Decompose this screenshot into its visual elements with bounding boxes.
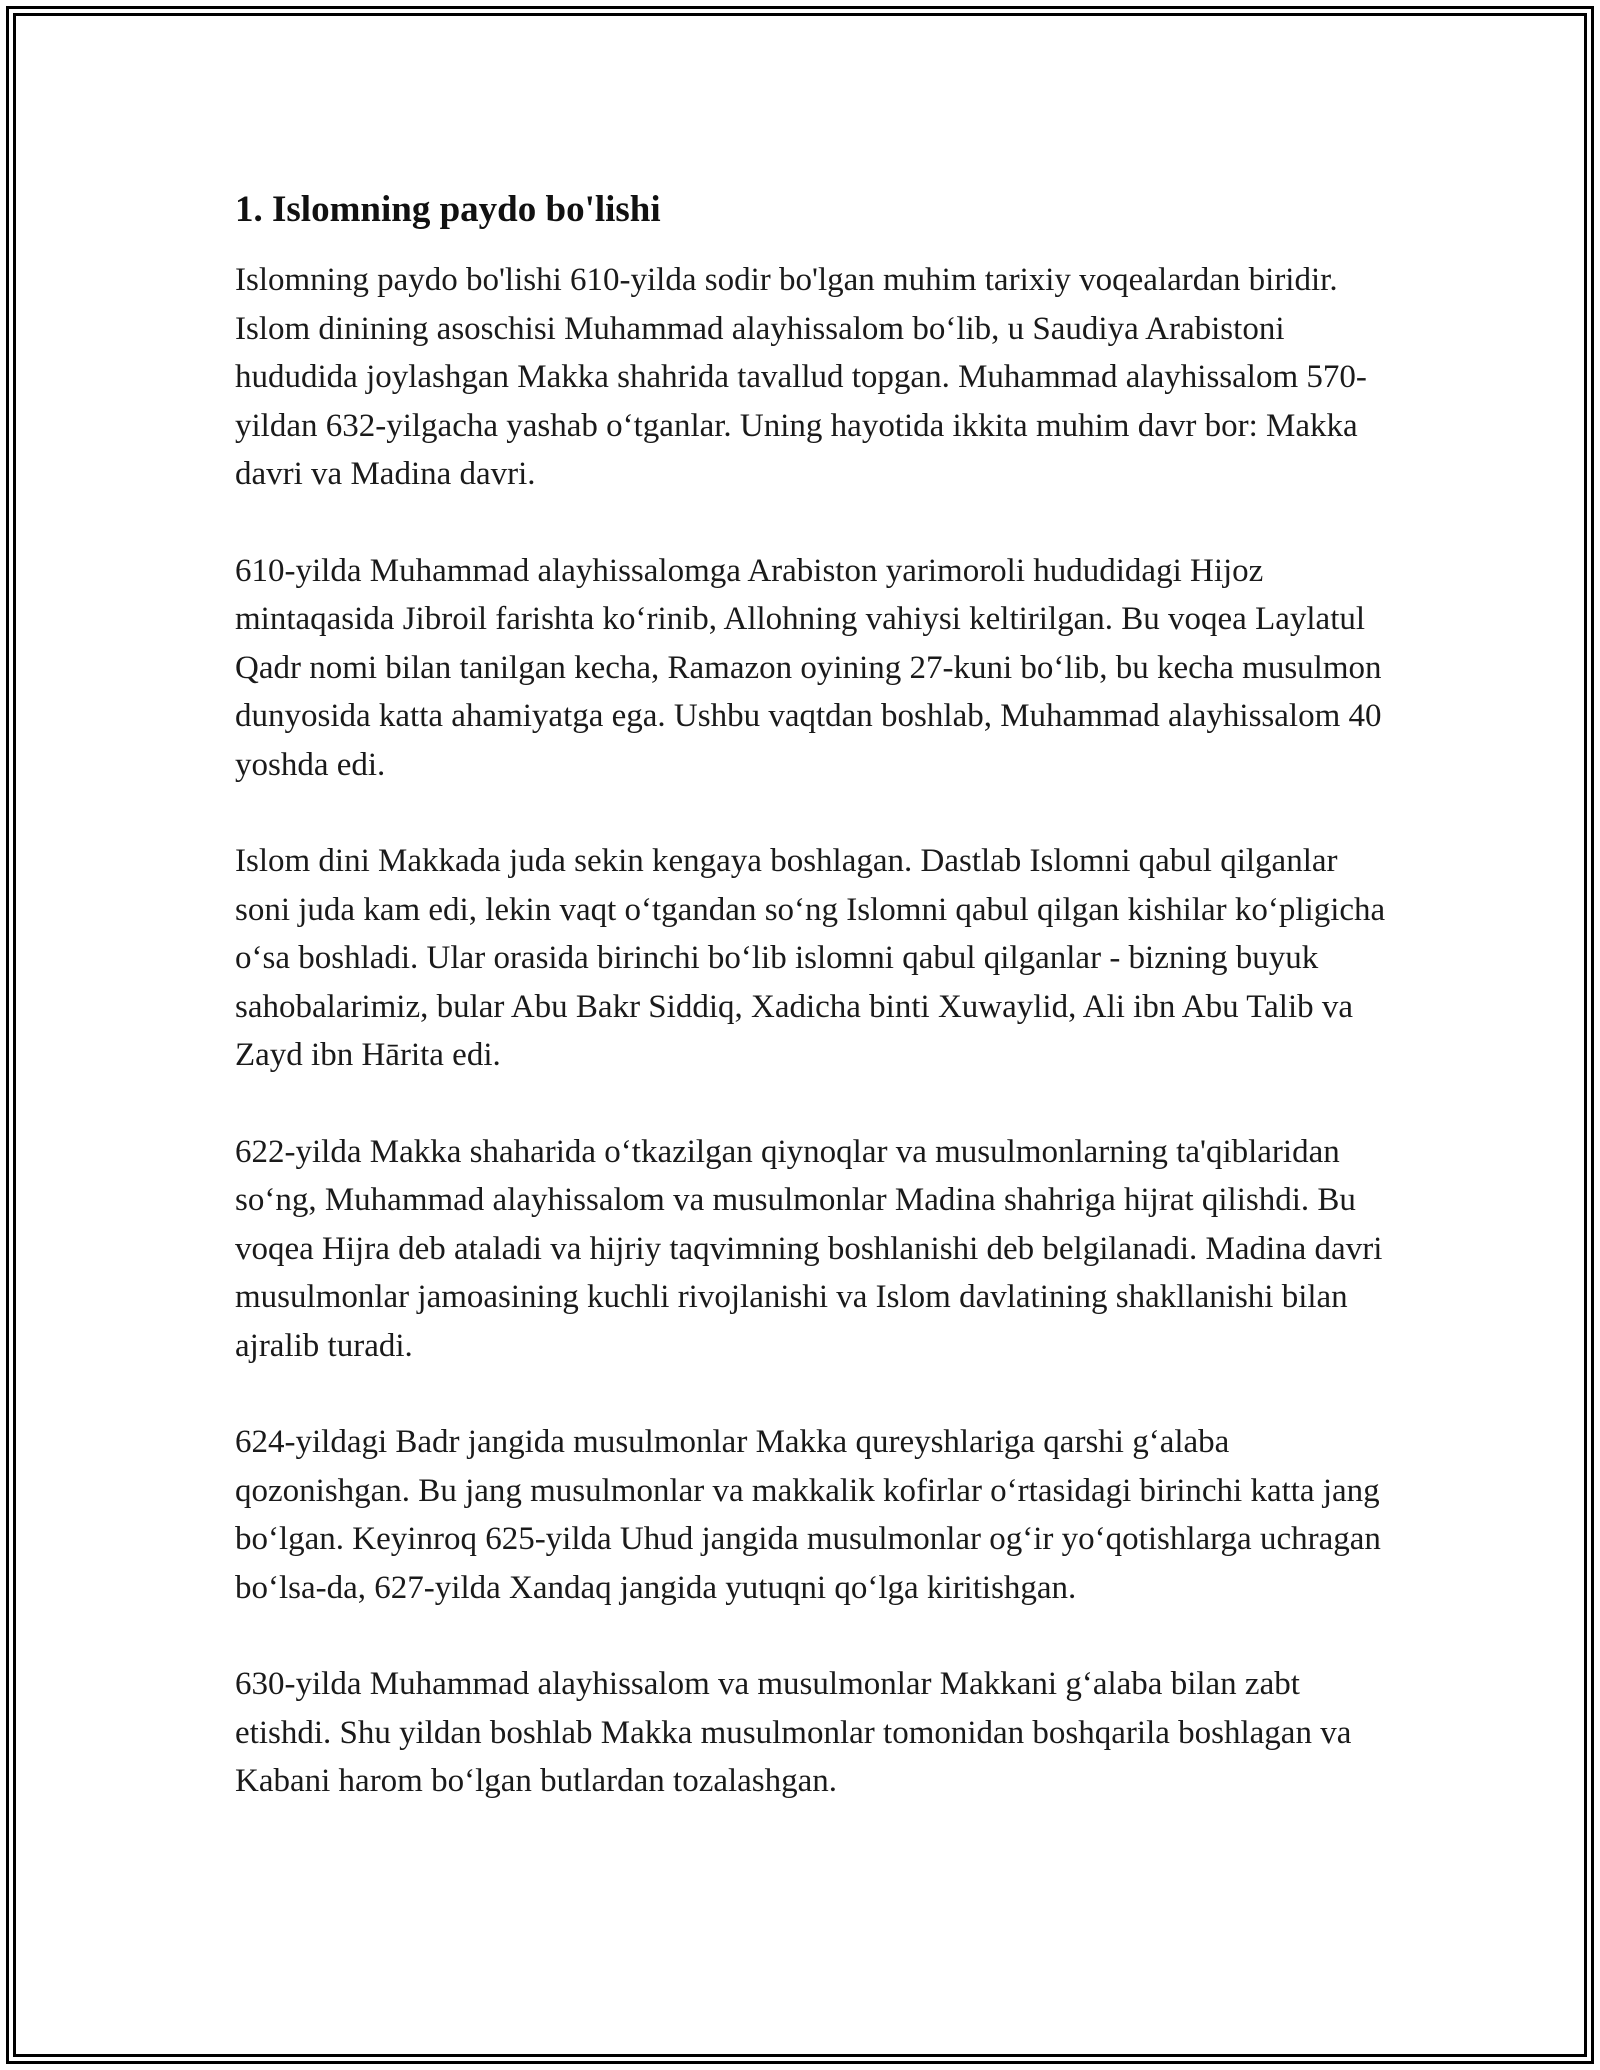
paragraph-2: 610-yilda Muhammad alayhissalomga Arabiston yarimoroli hududidagi Hijoz mintaqasida Jibroil farishta ko‘rinib, Allohning vahiysi keltirilgan. Bu voqea Laylatul Qadr nomi bilan tanilgan kecha, Ramazon oyining 27-kuni bo‘lib, bu kecha musulmon dunyosida katta ahamiyatga ega. Ushbu vaqtdan boshlab, Muhammad alayhissalom 40 yoshda edi.: [235, 552, 1382, 783]
section-heading: 1. Islomning paydo bo'lishi: [235, 189, 661, 230]
paragraph-4: 622-yilda Makka shaharida o‘tkazilgan qiynoqlar va musulmonlarning ta'qiblaridan so‘ng, Muhammad alayhissalom va musulmonlar Madina shahriga hijrat qilishdi. Bu voqea Hijra deb ataladi va hijriy taqvimning boshlanishi deb belgilanadi. Madina davri musulmonlar jamoasining kuchli rivojlanishi va Islom davlatining shakllanishi bilan ajralib turadi.: [235, 1133, 1383, 1364]
paragraph-6: 630-yilda Muhammad alayhissalom va musulmonlar Makkani g‘alaba bilan zabt etishdi. Shu yildan boshlab Makka musulmonlar tomonidan boshqarila boshlagan va Kabani harom bo‘lgan butlardan tozalashgan.: [235, 1666, 1352, 1799]
paragraph-1: Islomning paydo bo'lishi 610-yilda sodir bo'lgan muhim tarixiy voqealardan biridir. Islom dinining asoschisi Muhammad alayhissalom bo‘lib, u Saudiya Arabistoni hududida joylashgan Makka shahrida tavallud topgan. Muhammad alayhissalom 570-yildan 632-yilgacha yashab o‘tganlar. Uning hayotida ikkita muhim davr bor: Makka davri va Madina davri.: [235, 262, 1367, 492]
paragraph-5: 624-yildagi Badr jangida musulmonlar Makka qureyshlariga qarshi g‘alaba qozonishgan. Bu jang musulmonlar va makkalik kofirlar o‘rtasidagi birinchi katta jang bo‘lgan. Keyinroq 625-yilda Uhud jangida musulmonlar og‘ir yo‘qotishlarga uchragan bo‘lsa-da, 627-yilda Xandaq jangida yutuqni qo‘lga kiritishgan.: [235, 1424, 1381, 1606]
document-body: [235, 186, 1395, 1854]
paragraph-3: Islom dini Makkada juda sekin kengaya boshlagan. Dastlab Islomni qabul qilganlar soni juda kam edi, lekin vaqt o‘tgandan so‘ng Islomni qabul qilgan kishilar ko‘pligicha o‘sa boshladi. Ular orasida birinchi bo‘lib islomni qabul qilganlar - bizning buyuk sahobalarimiz, bular Abu Bakr Siddiq, Xadicha binti Xuwaylid, Ali ibn Abu Talib va Zayd ibn Hārita edi.: [235, 843, 1386, 1073]
